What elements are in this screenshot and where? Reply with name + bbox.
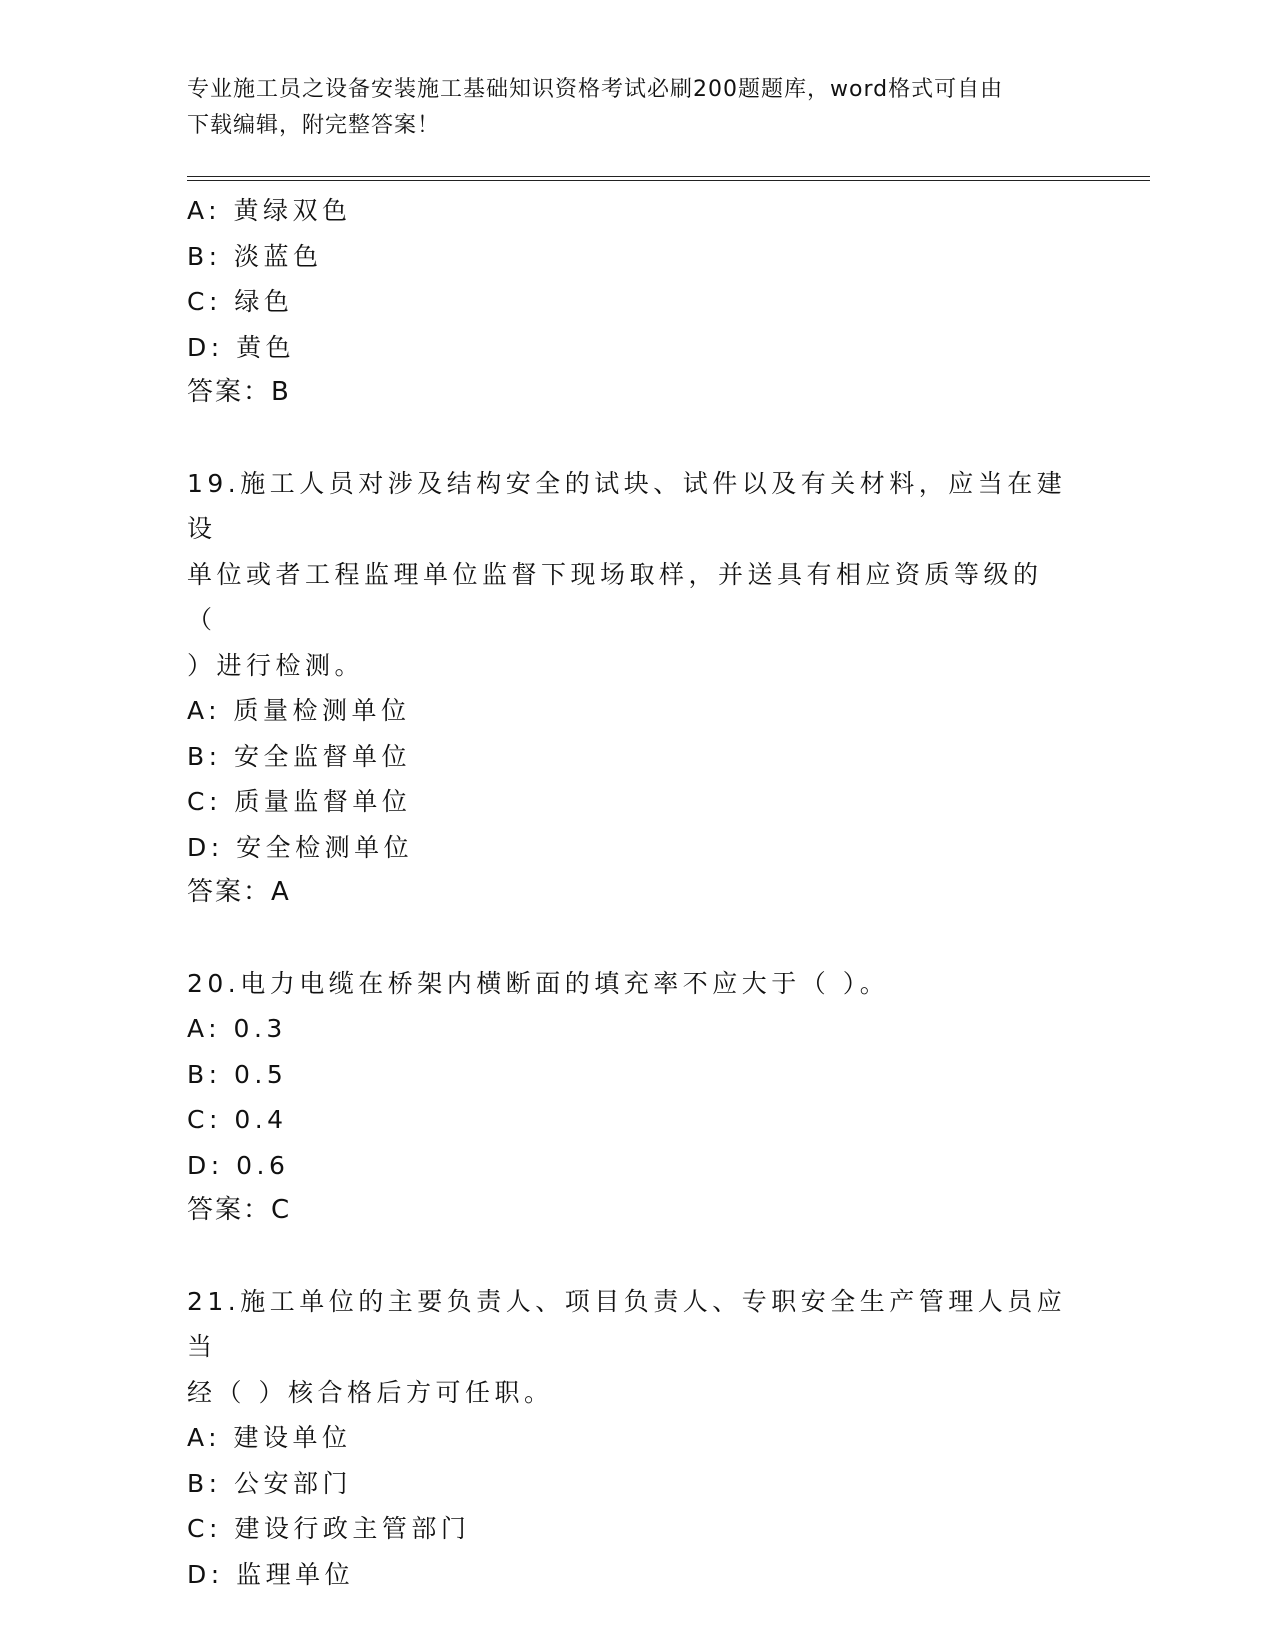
document-body bbox=[187, 188, 1087, 1597]
question-text bbox=[187, 461, 1067, 689]
option-a: A: 建设单位 bbox=[187, 1423, 352, 1452]
option-d: D: 安全检测单位 bbox=[187, 832, 414, 862]
option-c: C: 绿色 bbox=[187, 287, 294, 316]
answer: 答案：B bbox=[187, 377, 291, 407]
option-a: A: 0.3 bbox=[187, 1014, 287, 1043]
question-text bbox=[187, 1279, 1067, 1416]
spacer bbox=[187, 916, 1087, 961]
option-b: B: 0.5 bbox=[187, 1059, 288, 1089]
question-20 bbox=[187, 961, 1087, 1234]
header-line-2: 下载编辑，附完整答案！ bbox=[187, 113, 441, 138]
option-c: C: 0.4 bbox=[187, 1105, 288, 1134]
header-line-1: 专业施工员之设备安装施工基础知识资格考试必刷200题题库，word格式可自由 bbox=[187, 77, 1004, 102]
document-header bbox=[187, 72, 1087, 144]
option-a: A: 质量检测单位 bbox=[187, 696, 411, 725]
option-d: D: 监理单位 bbox=[187, 1559, 355, 1589]
option-d: D: 黄色 bbox=[187, 332, 296, 362]
spacer bbox=[187, 416, 1087, 461]
option-b: B: 安全监督单位 bbox=[187, 741, 412, 771]
option-d: D: 0.6 bbox=[187, 1150, 290, 1180]
question-line: 经（ ）核合格后方可任职。 bbox=[187, 1377, 554, 1407]
option-b: B: 公安部门 bbox=[187, 1468, 353, 1498]
option-c: C: 质量监督单位 bbox=[187, 787, 412, 816]
answer: 答案：C bbox=[187, 1195, 292, 1225]
question-line: 20.电力电缆在桥架内横断面的填充率不应大于（ ）。 bbox=[187, 968, 890, 998]
question-18 bbox=[187, 188, 1087, 416]
question-line: 19.施工人员对涉及结构安全的试块、试件以及有关材料，应当在建设 bbox=[187, 468, 1067, 543]
header-divider bbox=[187, 176, 1150, 181]
question-line: 21.施工单位的主要负责人、项目负责人、专职安全生产管理人员应当 bbox=[187, 1286, 1067, 1361]
option-c: C: 建设行政主管部门 bbox=[187, 1514, 471, 1543]
option-a: A: 黄绿双色 bbox=[187, 196, 352, 225]
question-line: 单位或者工程监理单位监督下现场取样，并送具有相应资质等级的（ bbox=[187, 559, 1043, 634]
answer: 答案：A bbox=[187, 877, 291, 907]
option-b: B: 淡蓝色 bbox=[187, 241, 323, 271]
spacer bbox=[187, 1234, 1087, 1279]
question-line: ）进行检测。 bbox=[187, 650, 365, 680]
question-text bbox=[187, 961, 1067, 1007]
question-21 bbox=[187, 1279, 1087, 1598]
question-19 bbox=[187, 461, 1087, 916]
